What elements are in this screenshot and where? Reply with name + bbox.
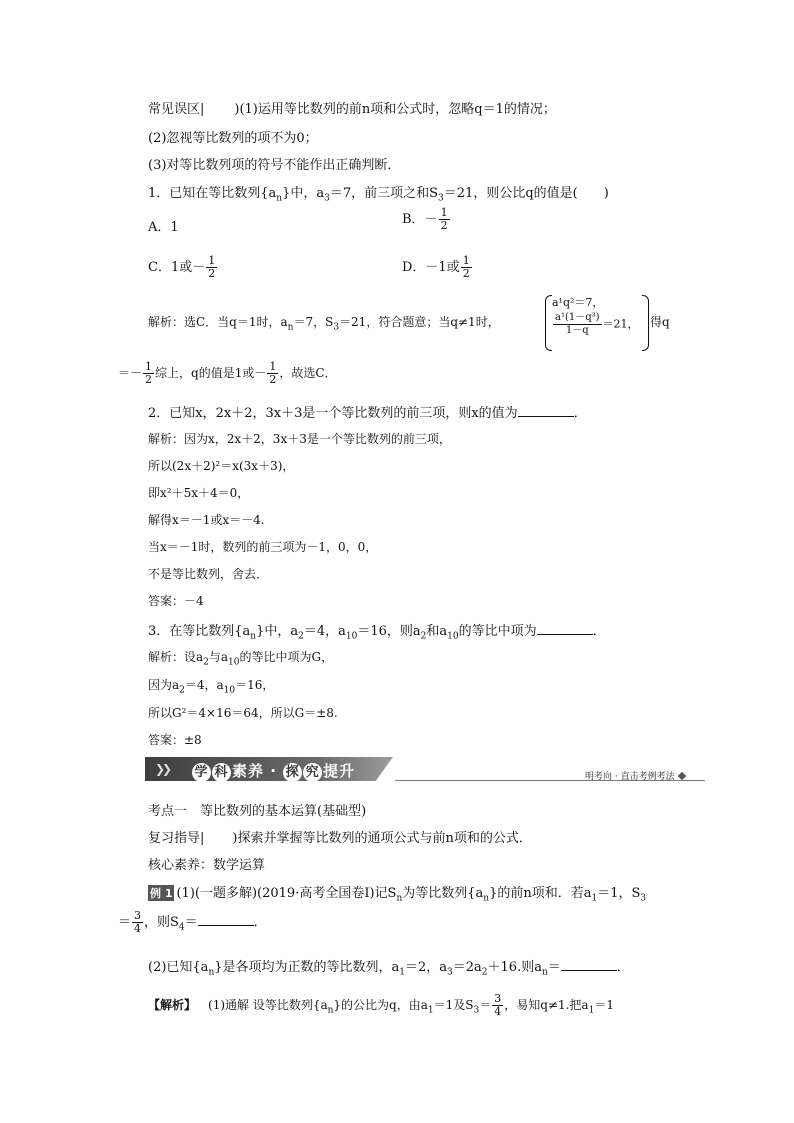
ex-text: ＝: [547, 960, 561, 975]
sol-text: 综上，q的值是1或－: [155, 366, 267, 380]
ex-text: 为等比数列{a: [402, 886, 484, 901]
eq-text: ＝21，: [602, 317, 639, 331]
sol-text: ＝4，a: [184, 678, 224, 692]
q2-solution-4: 解得x＝－1或x＝－4.: [148, 513, 265, 527]
ex-text: ＝: [118, 915, 132, 930]
banner-char: 究: [303, 763, 322, 782]
sub: 3: [473, 1005, 480, 1016]
sol-text: 因为a: [148, 678, 180, 692]
numerator: 1: [145, 360, 153, 373]
sub: 1: [427, 1005, 434, 1016]
ex-text: ．: [253, 915, 267, 930]
q1-option-d: [402, 255, 473, 280]
sub: 4: [178, 922, 185, 933]
sub: 2: [298, 631, 304, 642]
sol-text: (1)通解 设等比数列{a: [208, 998, 328, 1012]
denominator: 2: [440, 219, 448, 232]
system-brace-left: [545, 295, 552, 351]
sol-text: ＝1及S: [433, 998, 474, 1012]
banner-char: 科: [212, 763, 231, 782]
numerator: 1: [269, 360, 277, 373]
q1-solution-line2: [118, 361, 337, 386]
sub: 1: [399, 967, 405, 978]
section-banner-title: [192, 760, 355, 782]
q1-option-b: [402, 207, 451, 232]
q2-solution-6: 不是等比数列，舍去．: [148, 567, 269, 581]
sol-text: 解析：设a: [148, 650, 204, 664]
sub: 2: [179, 685, 185, 696]
example-1-line2: [118, 910, 267, 935]
answer-blank: [198, 913, 254, 926]
review-label: 复习指导|: [148, 831, 205, 846]
numerator: 1: [208, 254, 216, 267]
sol-text: ，故选C．: [279, 366, 337, 380]
sub: 2: [203, 657, 209, 668]
banner-subtitle: [585, 769, 685, 782]
fraction: [461, 255, 472, 280]
numerator: 3: [134, 909, 142, 922]
q3-text: 的等比中项为: [458, 624, 537, 639]
answer-blank: [537, 622, 593, 635]
numerator: a¹(1－q³): [555, 312, 600, 323]
sol-text: ＝21，符合题意；当q≠1时，: [339, 315, 500, 329]
sub: 3: [640, 893, 647, 904]
sol-text: ＝7，S: [293, 315, 334, 329]
q2-solution-5: 当x＝－1时，数列的前三项为－1，0，0，: [148, 540, 378, 554]
q3-period: ．: [592, 624, 606, 639]
ex-text: ＝1，S: [597, 886, 641, 901]
sol-text: 与a: [208, 650, 229, 664]
q3-text: 和a: [426, 624, 448, 639]
q2-text: 2．已知x，2x＋2，3x＋3是一个等比数列的前三项，则x的值为: [148, 406, 518, 421]
denominator: 4: [134, 922, 142, 935]
diamond-icon: [677, 772, 685, 780]
q2-solution-1: 解析：因为x，2x＋2，3x＋3是一个等比数列的前三项，: [148, 432, 451, 446]
q3-solution-3: 所以G²＝4×16＝64，所以G＝±8.: [148, 706, 338, 720]
ex-text: ，则S: [144, 915, 179, 930]
q1-option-c: [148, 255, 218, 280]
fraction: [267, 361, 278, 386]
sub: 10: [447, 631, 459, 642]
q1-part: ＝7，前三项之和S: [329, 186, 439, 201]
common-errors-3: (3)对等比数列项的符号不能作出正确判断．: [148, 158, 401, 173]
question-2: [148, 402, 587, 421]
sub: n: [396, 893, 403, 904]
sub: 3: [438, 193, 444, 204]
q1-part: ＝21，则公比q的值是( ): [443, 186, 609, 201]
option-text: D．－1或: [402, 260, 460, 275]
answer-blank: [561, 958, 617, 971]
q3-solution-1: [148, 648, 334, 668]
review-guide: [148, 827, 532, 846]
ex-text: ＝2，a: [405, 960, 448, 975]
question-3: [148, 620, 606, 642]
sub: 3: [447, 967, 453, 978]
q3-text: }中，a: [256, 624, 299, 639]
sol-text: ＝16，: [235, 678, 275, 692]
answer-blank: [518, 404, 574, 417]
sub: n: [541, 967, 548, 978]
topic-1-title: 考点一 等比数列的基本运算(基础型): [148, 804, 367, 819]
example-1-solution: [148, 993, 614, 1018]
sol-text: ＝: [479, 998, 492, 1012]
q2-answer: 答案：－4: [148, 594, 204, 608]
question-1: [148, 182, 609, 204]
q1-part: }中，a: [282, 186, 325, 201]
sub: 2: [420, 631, 427, 642]
fraction: [439, 207, 450, 232]
ex-text: ＝2a: [452, 960, 482, 975]
sol-text: 解析：选C．当q＝1时，a: [148, 315, 288, 329]
numerator: 1: [440, 206, 448, 219]
sub: n: [483, 893, 490, 904]
ex-text: }的前n项和．若a: [489, 886, 592, 901]
sub: 10: [228, 657, 240, 668]
sub: n: [287, 322, 294, 333]
sub: 1: [591, 893, 598, 904]
sub: 3: [324, 193, 330, 204]
option-text: B．－: [402, 212, 438, 227]
banner-char: 学: [192, 763, 211, 782]
banner-subtitle-text: 明考向 · 直击考例考法: [585, 772, 675, 782]
q3-text: ＝4，a: [303, 624, 346, 639]
sol-text: ＝－: [118, 366, 143, 380]
sub: 10: [345, 631, 358, 642]
fraction: [206, 255, 217, 280]
sub: n: [208, 967, 215, 978]
sub: 1: [588, 1005, 595, 1016]
sub: n: [327, 1005, 334, 1016]
q3-answer: 答案：±8: [148, 733, 202, 747]
q1-part: 1．已知在等比数列{a: [148, 186, 277, 201]
common-errors-label: 常见误区|: [148, 102, 205, 117]
example-1-part2: [148, 956, 630, 978]
denominator: 2: [145, 373, 153, 386]
banner-char: 探: [283, 763, 302, 782]
ex-text: (1)(一题多解)(2019·高考全国卷Ⅰ)记S: [176, 886, 397, 901]
banner-text: 提升: [323, 762, 356, 780]
core-literacy: 核心素养：数学运算: [148, 858, 266, 873]
ex-text: ＝: [184, 915, 198, 930]
numerator: 3: [494, 992, 502, 1005]
example-badge: 例 1: [150, 887, 173, 900]
common-errors-line: [148, 98, 556, 117]
q3-text: ＝16，则a: [357, 624, 421, 639]
q3-solution-2: [148, 676, 275, 696]
system-brace-right: [642, 295, 649, 351]
fraction: [492, 993, 503, 1018]
ex-text: ＋16.则a: [487, 960, 542, 975]
q3-text: 3．在等比数列{a: [148, 624, 251, 639]
q1-system-eq1: a¹q²＝7，: [552, 296, 604, 309]
sub: n: [250, 631, 257, 642]
q1-solution: [148, 313, 500, 333]
sub: 3: [333, 322, 340, 333]
q1-solution-tail: 得q: [650, 315, 670, 329]
sub: n: [276, 193, 283, 204]
denominator: 2: [269, 373, 277, 386]
denominator: 4: [494, 1005, 502, 1018]
denominator: 2: [462, 267, 470, 280]
q2-solution-2: 所以(2x＋2)²＝x(3x＋3)，: [148, 459, 295, 473]
option-text: C．1或－: [148, 260, 206, 275]
q2-period: ．: [573, 406, 587, 421]
denominator: 1－q: [565, 325, 589, 336]
q1-system-eq2: [552, 312, 639, 337]
sol-text: ＝1: [594, 998, 614, 1012]
sub: 10: [223, 685, 236, 696]
common-errors-2: (2)忽视等比数列的项不为0；: [148, 131, 318, 146]
banner-text: 素养 ·: [232, 762, 284, 780]
q1-option-a: A．1: [148, 220, 179, 235]
fraction: [132, 910, 143, 935]
numerator: 1: [462, 254, 470, 267]
chevron-icon: ❯❯: [155, 762, 170, 776]
fraction: [553, 312, 602, 337]
q2-solution-3: 即x²＋5x＋4＝0，: [148, 486, 250, 500]
sub: 2: [481, 967, 488, 978]
ex-text: ．: [616, 960, 630, 975]
review-text: )探索并掌握等比数列的通项公式与前n项和的公式．: [232, 831, 532, 846]
sol-text: }的公比为q，由a: [333, 998, 428, 1012]
ex-text: }是各项均为正数的等比数列，a: [214, 960, 400, 975]
solution-label: 【解析】: [148, 998, 197, 1012]
common-errors-1: )(1)运用等比数列的前n项和公式时，忽略q＝1的情况；: [234, 102, 556, 117]
denominator: 2: [208, 267, 216, 280]
ex-text: (2)已知{a: [148, 960, 209, 975]
example-1: [148, 882, 647, 904]
sol-text: ，易知q≠1.把a: [504, 998, 589, 1012]
fraction: [143, 361, 154, 386]
sol-text: 的等比中项为G，: [239, 650, 334, 664]
